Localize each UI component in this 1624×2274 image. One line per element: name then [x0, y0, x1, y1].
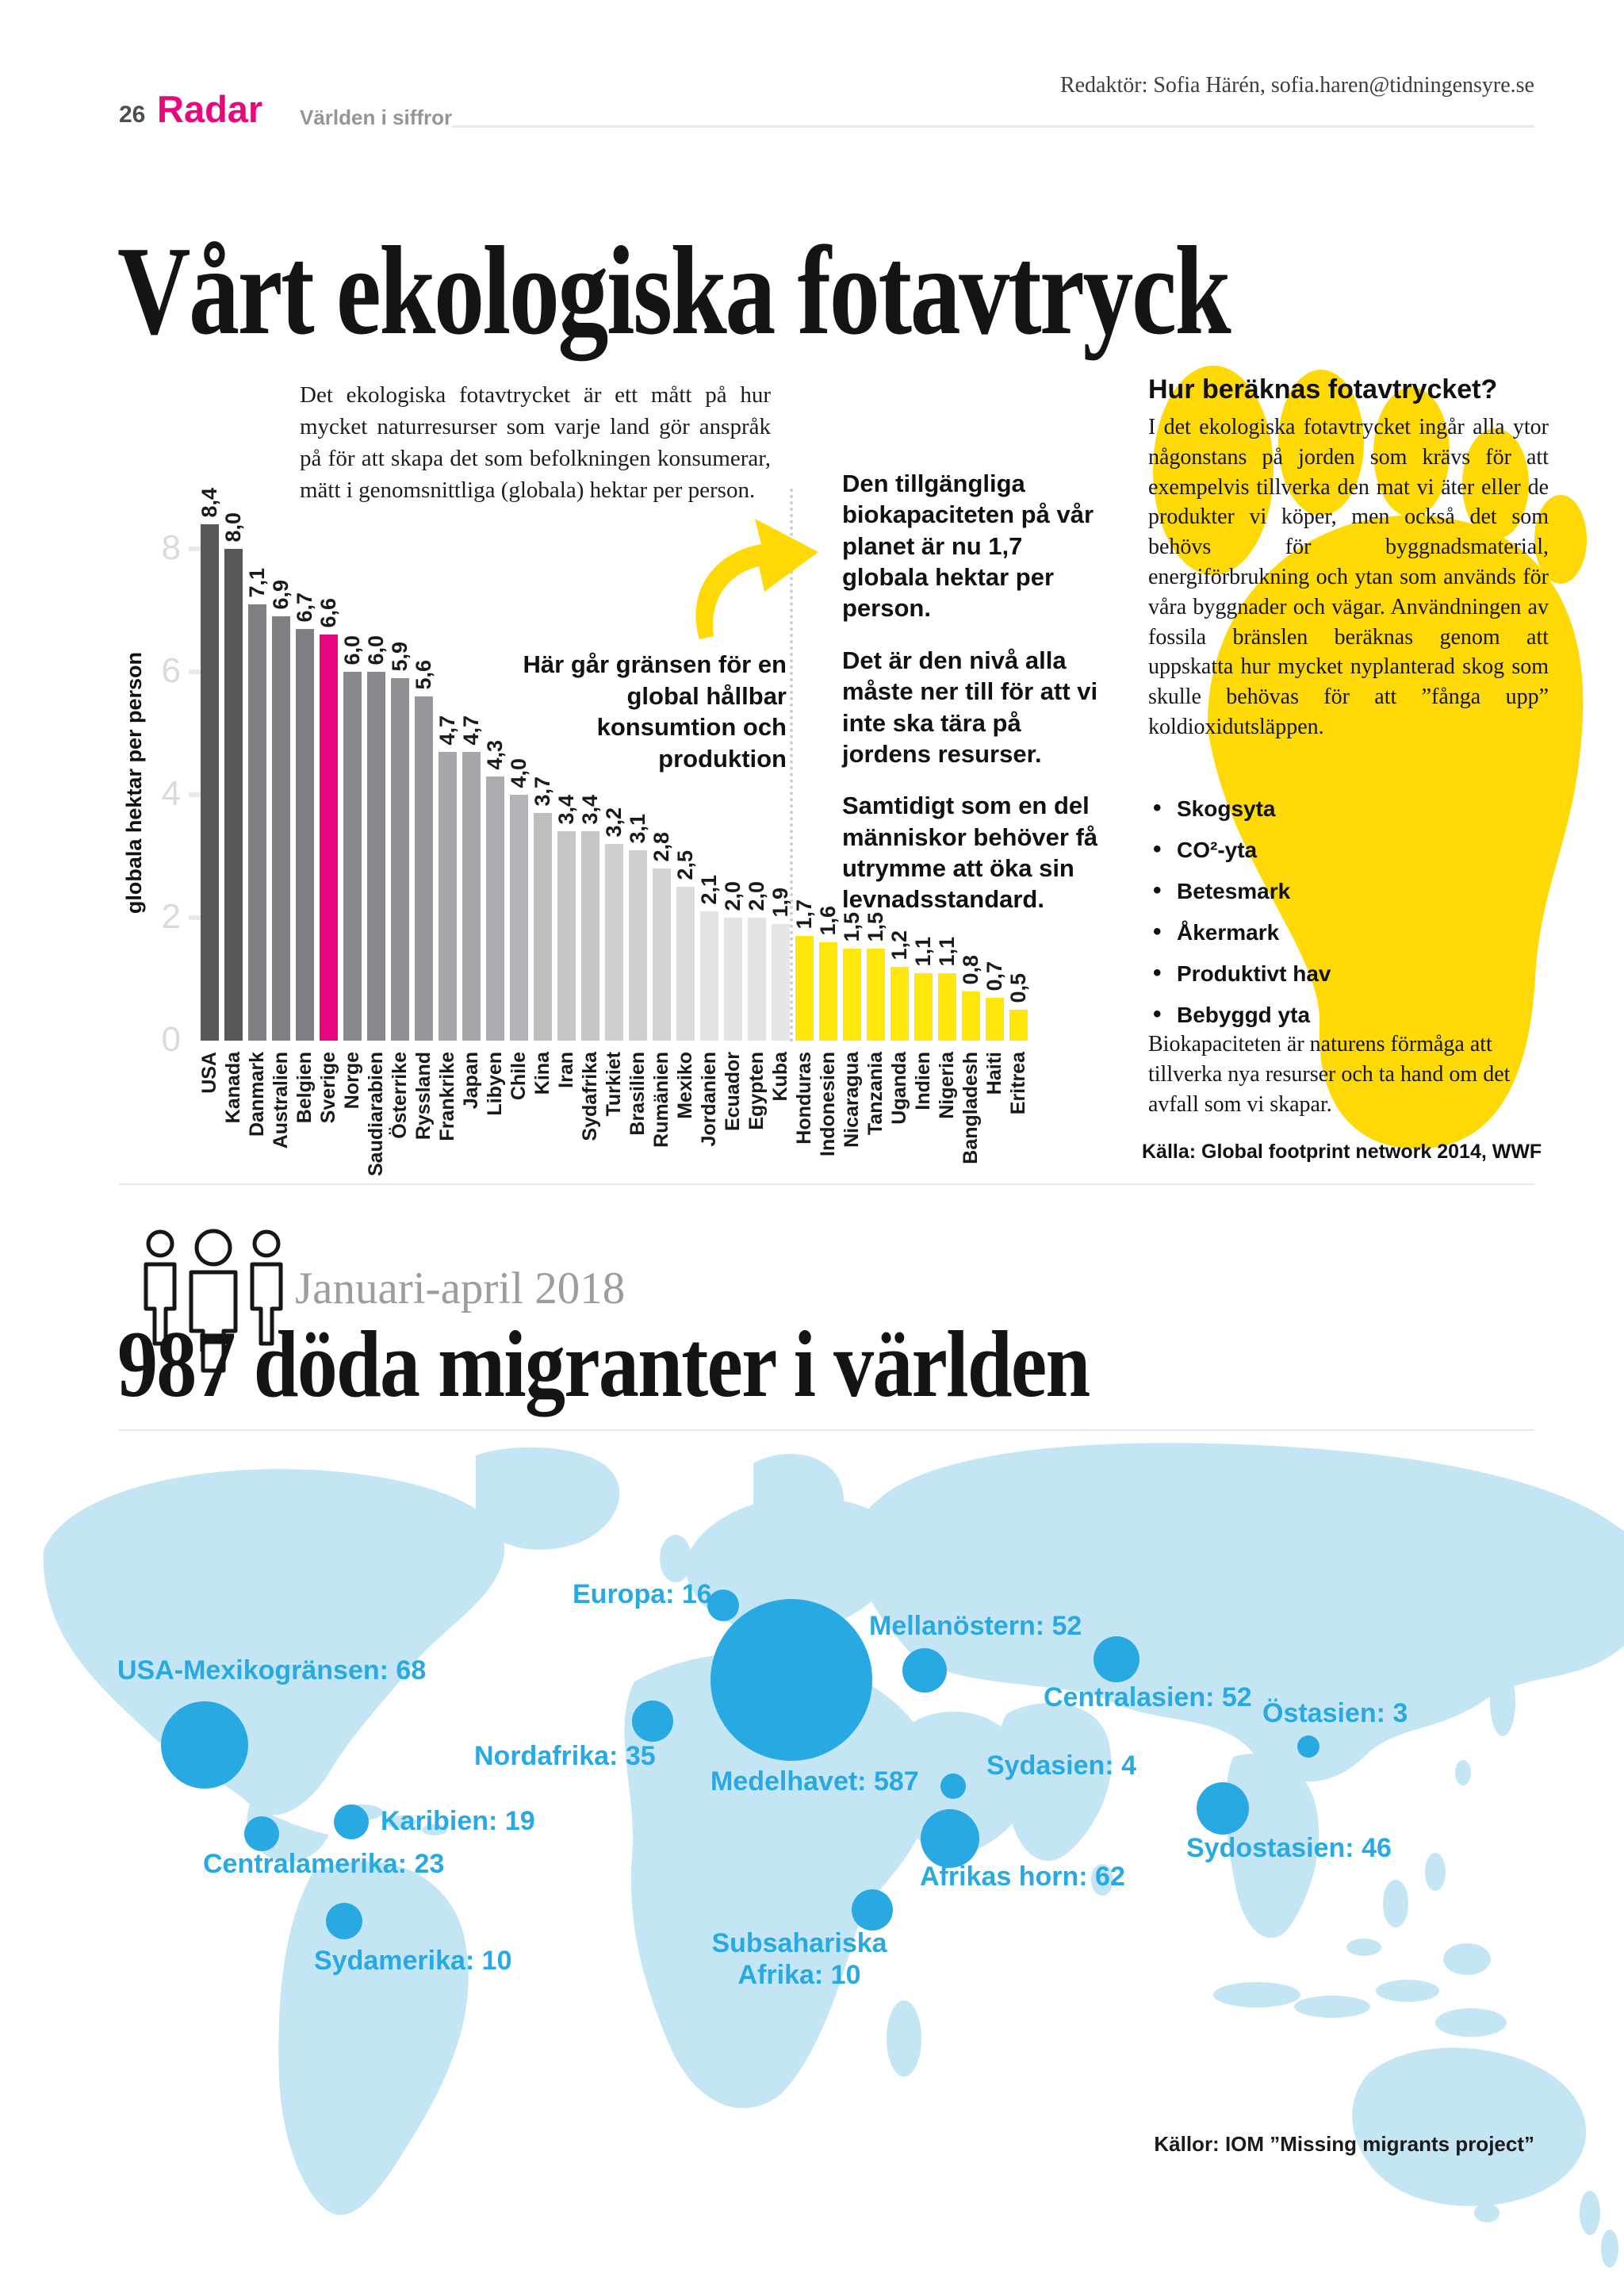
bar-norge [343, 672, 362, 1041]
bar-category-label: Kanada [221, 1052, 244, 1124]
y-axis-tick: 6 [161, 651, 181, 690]
bar-value-label: 4,3 [482, 740, 507, 770]
bar-category-label: Österrike [388, 1052, 411, 1139]
bar-value-label: 6,0 [363, 635, 388, 665]
footprint-area-types-list [1151, 796, 1516, 1044]
map-bubble-centralasien [1094, 1636, 1139, 1682]
map-label-karibien: Karibien: 19 [381, 1806, 535, 1836]
y-axis-tick: 2 [161, 897, 181, 936]
map-bubble-karibien [334, 1804, 369, 1839]
bar-value-label: 8,4 [197, 488, 221, 518]
footprint-area-type: • Åkermark [1151, 920, 1516, 945]
migrants-title-rule [119, 1429, 1534, 1431]
y-axis-tick: 4 [161, 774, 181, 813]
bar-category-label: Sverige [316, 1052, 339, 1124]
bar-value-label: 1,1 [934, 937, 959, 967]
biocapacity-paragraph: Det är den nivå alla måste ner till för att vi inte ska tära på jordens resurser. [842, 646, 1098, 768]
bar-turkiet [605, 844, 623, 1041]
map-bubble-afrikas-horn [921, 1809, 979, 1868]
bar-ryssland [415, 696, 433, 1041]
editor-credit: Redaktör: Sofia Härén, sofia.haren@tidningensyre.se [1059, 73, 1534, 98]
bar-category-label: Japan [459, 1052, 482, 1110]
bar-category-label: Tanzania [864, 1052, 887, 1136]
map-bubble--stasien [1297, 1735, 1320, 1758]
arrow-icon [676, 512, 834, 643]
article-title: Vårt ekologiska fotavtryck [117, 220, 1230, 361]
bar-value-label: 3,2 [601, 807, 626, 838]
bar-value-label: 2,1 [696, 875, 721, 905]
map-label-sydamerika: Sydamerika: 10 [314, 1946, 512, 1976]
bar-category-label: Ecuador [721, 1052, 744, 1132]
bar-tanzania [867, 949, 885, 1041]
map-bubble-medelhavet [710, 1599, 872, 1761]
map-bubble-mellan-stern [902, 1648, 947, 1693]
bar-value-label: 1,5 [839, 912, 864, 942]
bar-category-label: Indonesien [816, 1052, 839, 1156]
bar-value-label: 6,0 [339, 635, 364, 665]
bar-value-label: 4,7 [458, 715, 483, 746]
bar-category-label: Belgien [293, 1052, 316, 1124]
bar-category-label: Chile [507, 1052, 530, 1101]
bar-value-label: 5,9 [387, 642, 412, 672]
bar-value-label: 8,0 [220, 512, 245, 543]
map-label-usa-mexikogr-nsen: USA-Mexikogränsen: 68 [117, 1655, 427, 1685]
map-source: Källor: IOM ”Missing migrants project” [1154, 2132, 1534, 2156]
bar-value-label: 6,6 [316, 598, 340, 628]
bar-danmark [248, 604, 266, 1041]
bar-category-label: Nicaragua [840, 1052, 863, 1148]
bar-value-label: 1,9 [768, 888, 792, 918]
bar-chile [510, 795, 528, 1041]
bar-category-label: Norge [340, 1052, 363, 1110]
bar-category-label: USA [197, 1052, 220, 1094]
bar-sydafrika [581, 831, 599, 1041]
bar-value-label: 7,1 [244, 568, 269, 598]
bar-category-label: Saudiarabien [364, 1052, 387, 1176]
bar-value-label: 4,0 [506, 758, 530, 788]
threshold-annotation: Här går gränsen för en global hållbar konsumtion och produktion [523, 650, 787, 773]
bar-value-label: 2,0 [720, 881, 745, 911]
bar-category-label: Sydafrika [578, 1052, 601, 1141]
bar-value-label: 5,6 [411, 660, 435, 690]
bar-value-label: 0,7 [982, 961, 1006, 991]
bar-eritrea [1009, 1010, 1028, 1041]
map-label-sydasien: Sydasien: 4 [986, 1751, 1136, 1781]
bar-category-label: Rumänien [649, 1052, 672, 1148]
bar-category-label: Nigeria [935, 1052, 958, 1119]
bar-value-label: 2,8 [649, 832, 673, 862]
bar-category-label: Uganda [887, 1052, 910, 1125]
section-divider [119, 1183, 1534, 1185]
bar-value-label: 1,7 [791, 899, 816, 930]
bar-bangladesh [962, 991, 980, 1041]
bar-usa [201, 524, 219, 1041]
map-label-afrikas-horn: Afrikas horn: 62 [920, 1862, 1125, 1892]
map-bubble-sydostasien [1197, 1782, 1249, 1835]
bar-category-label: Eritrea [1006, 1052, 1029, 1115]
map-label-mellan-stern: Mellanöstern: 52 [869, 1611, 1082, 1641]
footprint-area-type: • Skogsyta [1151, 796, 1516, 822]
y-axis-title: globala hektar per person [122, 652, 146, 915]
bar-kanada [224, 549, 243, 1041]
bar-value-label: 0,5 [1005, 973, 1030, 1003]
section-title: Radar [157, 88, 263, 130]
map-bubble-sydamerika [326, 1903, 362, 1939]
y-axis-tick-mark [189, 792, 201, 797]
bar-category-label: Egypten [745, 1052, 768, 1130]
map-bubble-usa-mexikogr-nsen [161, 1701, 248, 1789]
bar-value-label: 3,7 [530, 777, 554, 807]
bar-belgien [296, 629, 314, 1041]
bar-value-label: 6,9 [268, 580, 293, 610]
y-axis-tick-mark [189, 546, 201, 551]
bar-egypten [748, 918, 766, 1041]
y-axis-tick: 0 [161, 1020, 181, 1059]
bar-value-label: 3,4 [577, 795, 602, 825]
bar-sverige [320, 635, 338, 1041]
bar-nicaragua [843, 949, 861, 1041]
bar-iran [557, 831, 576, 1041]
bar-kuba [772, 924, 790, 1041]
bar-brasilien [629, 850, 647, 1041]
bar-category-label: Iran [554, 1052, 577, 1088]
bar-value-label: 3,4 [553, 795, 578, 825]
bar-rum-nien [653, 869, 671, 1041]
footprint-area-type: • Betesmark [1151, 879, 1516, 904]
footprint-area-type: • Produktivt hav [1151, 961, 1516, 987]
bar-category-label: Bangladesh [959, 1052, 982, 1164]
bar-australien [272, 616, 290, 1041]
bar-mexiko [676, 887, 695, 1041]
map-label-europa: Europa: 16 [573, 1579, 712, 1609]
map-label--stasien: Östasien: 3 [1262, 1698, 1408, 1728]
article-intro: Det ekologiska fotavtrycket är ett mått på hur mycket naturresurser som varje land gör anspråk på för att skapa det som befolkningen konsumerar, mätt i genomsnittliga (globala) hektar per person. [300, 382, 771, 504]
sidebar-outro: Biokapaciteten är naturens förmåga att tillverka nya resurser och ta hand om det avfall som vi skapar. [1148, 1032, 1511, 1117]
bar-category-label: Australien [269, 1052, 292, 1149]
bar-value-label: 0,8 [958, 955, 982, 985]
bar-ecuador [724, 918, 742, 1041]
map-label-medelhavet: Medelhavet: 587 [710, 1766, 919, 1797]
map-bubble-sydasien [940, 1774, 966, 1799]
bar-indonesien [819, 942, 837, 1041]
bar-category-label: Brasilien [626, 1052, 649, 1136]
bar-value-label: 4,7 [435, 715, 459, 746]
bar-category-label: Honduras [792, 1052, 815, 1145]
bar-value-label: 1,6 [815, 906, 840, 936]
bar-nigeria [938, 973, 956, 1041]
bar-jordanien [700, 911, 718, 1041]
bar-frankrike [439, 752, 457, 1041]
bar-value-label: 1,2 [887, 930, 911, 961]
migrants-title: 987 döda migranter i världen [117, 1311, 1090, 1417]
bar-value-label: 2,5 [672, 850, 697, 880]
map-label-sydostasien: Sydostasien: 46 [1186, 1833, 1392, 1863]
footprint-area-type: • CO²-yta [1151, 838, 1516, 863]
bar-kina [534, 813, 552, 1041]
sidebar-body: I det ekologiska fotavtrycket ingår alla ytor någonstans på jorden som krävs för att exempelvis tillverka den mat vi äter eller de produkter vi köper, men också det som behövs för byggnadsmaterial, energiförbrukning och ytan som används för våra byggnader och vägar. Användningen av fossila bränslen beräknas genom att uppskatta hur mycket nyplanterad skog som skulle behövas för att ”fånga upp” koldioxidutsläppen. [1148, 415, 1549, 739]
page-number: 26 [119, 102, 146, 128]
bar-category-label: Jordanien [697, 1052, 720, 1147]
map-bubble-nordafrika [632, 1701, 673, 1742]
bar-value-label: 3,1 [625, 814, 649, 844]
biocapacity-annotation [842, 468, 1110, 936]
bar-saudiarabien [367, 672, 385, 1041]
bar-value-label: 2,0 [744, 881, 768, 911]
biocapacity-paragraph: Samtidigt som en del människor behöver få utrymme att öka sin levnadsstandard. [842, 792, 1098, 914]
bar-category-label: Kuba [768, 1052, 791, 1102]
y-axis-tick-mark [189, 669, 201, 674]
biocapacity-paragraph: Den tillgängliga biokapaciteten på vår planet är nu 1,7 globala hektar per person. [842, 470, 1094, 623]
bar-haiti [986, 998, 1004, 1041]
map-label-centralasien: Centralasien: 52 [1044, 1682, 1252, 1712]
bar-libyen [486, 777, 504, 1041]
bar-category-label: Mexiko [673, 1052, 696, 1119]
bar-category-label: Kina [530, 1052, 553, 1095]
map-bubble-subsahariska-afrika [852, 1889, 893, 1931]
bar--sterrike [391, 678, 409, 1041]
bar-uganda [891, 967, 909, 1041]
bar-japan [462, 752, 481, 1041]
map-label-centralamerika: Centralamerika: 23 [203, 1849, 445, 1879]
bar-honduras [795, 936, 814, 1041]
footprint-area-type: • Bebyggd yta [1151, 1003, 1516, 1028]
bar-category-label: Ryssland [412, 1052, 435, 1141]
bar-category-label: Danmark [245, 1052, 268, 1137]
bar-value-label: 1,1 [910, 937, 935, 967]
map-bubble-europa [707, 1589, 739, 1621]
y-axis-tick: 8 [161, 528, 181, 567]
header-rule [452, 125, 1534, 128]
bar-category-label: Libyen [483, 1052, 506, 1116]
bar-value-label: 1,5 [863, 912, 887, 942]
chart-source: Källa: Global footprint network 2014, WWF [1142, 1141, 1542, 1163]
map-label-subsahariska-afrika: Subsahariska Afrika: 10 [711, 1928, 887, 1991]
y-axis-tick-mark [189, 915, 201, 920]
bar-category-label: Haiti [982, 1052, 1005, 1095]
bar-category-label: Frankrike [435, 1052, 458, 1141]
migrants-period: Januari-april 2018 [295, 1264, 626, 1313]
map-label-nordafrika: Nordafrika: 35 [474, 1741, 656, 1771]
bar-value-label: 6,7 [292, 592, 316, 623]
sidebar-title: Hur beräknas fotavtrycket? [1148, 374, 1498, 405]
bar-category-label: Indien [911, 1052, 934, 1110]
bar-category-label: Turkiet [602, 1052, 625, 1117]
section-subtitle: Världen i siffror [300, 105, 453, 129]
bar-indien [914, 973, 933, 1041]
map-bubble-centralamerika [244, 1816, 279, 1851]
